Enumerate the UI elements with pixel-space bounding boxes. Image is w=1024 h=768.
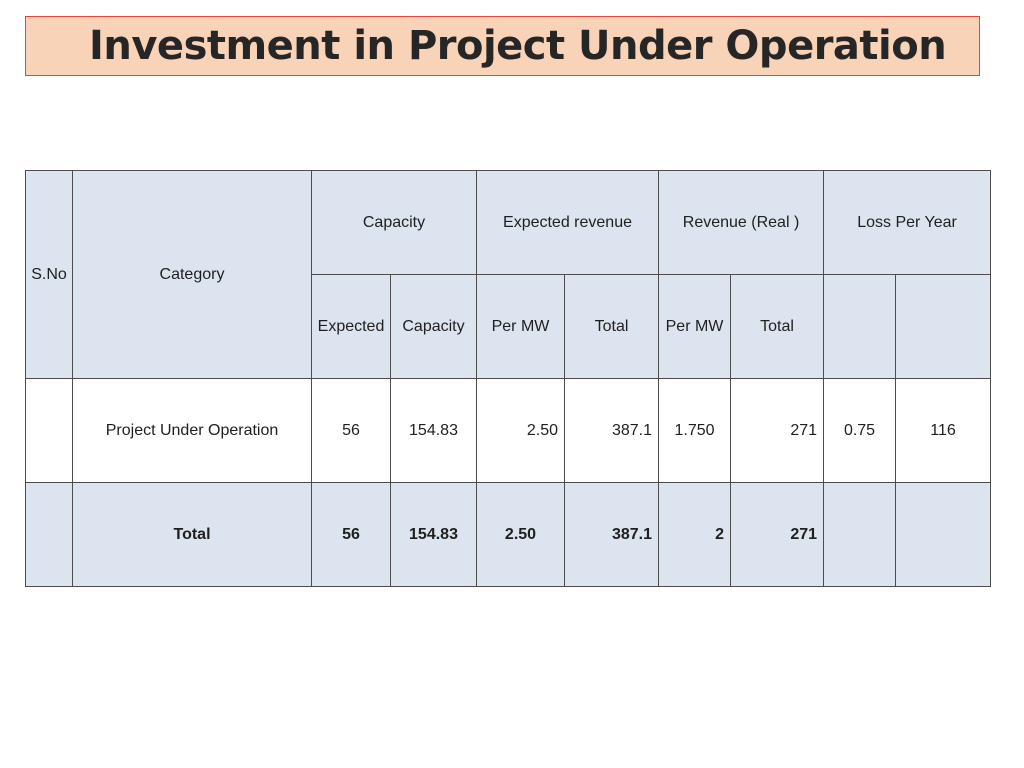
total-capacity: 154.83: [391, 483, 477, 587]
header-revenue-real: Revenue (Real ): [659, 171, 824, 275]
cell-sno: [26, 379, 73, 483]
header-loss-per-year: Loss Per Year: [824, 171, 991, 275]
subheader-per-mw-real: Per MW: [659, 275, 731, 379]
page-title: Investment in Project Under Operation: [89, 23, 947, 69]
subheader-total-expected: Total: [565, 275, 659, 379]
total-category: Total: [73, 483, 312, 587]
cell-loss-1: 0.75: [824, 379, 896, 483]
total-real-per-mw: 2: [659, 483, 731, 587]
cell-loss-2: 116: [896, 379, 991, 483]
total-exp-total: 387.1: [565, 483, 659, 587]
cell-capacity: 154.83: [391, 379, 477, 483]
subheader-expected: Expected: [312, 275, 391, 379]
header-category: Category: [73, 171, 312, 379]
header-row-1: [26, 171, 991, 275]
total-expected: 56: [312, 483, 391, 587]
cell-exp-per-mw: 2.50: [477, 379, 565, 483]
cell-category: Project Under Operation: [73, 379, 312, 483]
header-expected-revenue: Expected revenue: [477, 171, 659, 275]
subheader-per-mw-expected: Per MW: [477, 275, 565, 379]
total-exp-per-mw: 2.50: [477, 483, 565, 587]
title-banner: [25, 16, 980, 76]
subheader-capacity: Capacity: [391, 275, 477, 379]
header-sno: S.No: [26, 171, 73, 379]
subheader-loss-1: [824, 275, 896, 379]
cell-exp-total: 387.1: [565, 379, 659, 483]
subheader-total-real: Total: [731, 275, 824, 379]
cell-expected: 56: [312, 379, 391, 483]
total-loss-2: [896, 483, 991, 587]
cell-real-total: 271: [731, 379, 824, 483]
total-loss-1: [824, 483, 896, 587]
subheader-loss-2: [896, 275, 991, 379]
total-real-total: 271: [731, 483, 824, 587]
header-capacity: Capacity: [312, 171, 477, 275]
total-sno: [26, 483, 73, 587]
investment-table: [25, 170, 991, 587]
cell-real-per-mw: 1.750: [659, 379, 731, 483]
total-row: [26, 483, 991, 587]
table-row: [26, 379, 991, 483]
